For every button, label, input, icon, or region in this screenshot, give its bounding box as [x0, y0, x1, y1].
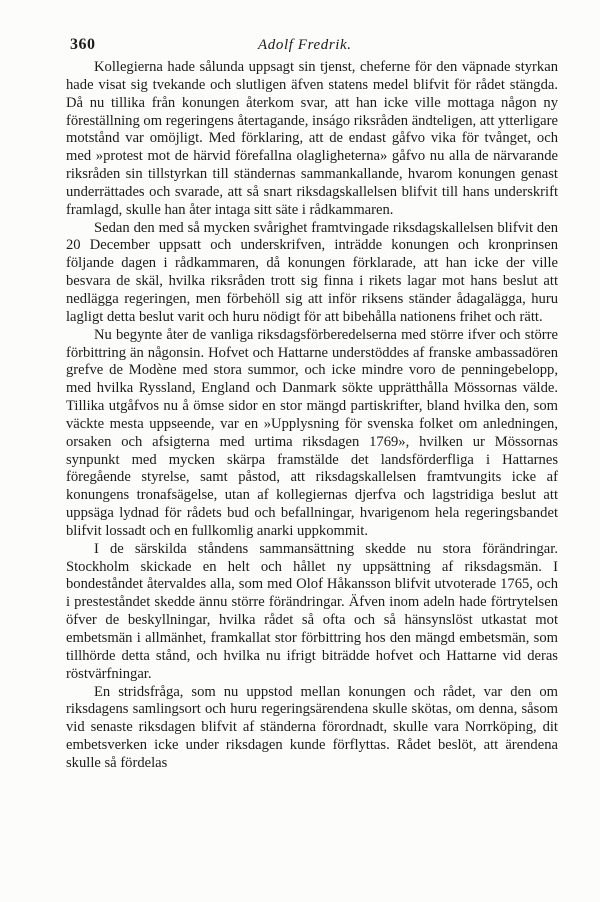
body-text	[66, 59, 558, 773]
paragraph-5: En stridsfråga, som nu uppstod mellan konungen och rådet, var den om riksdagens samlingsort och huru regeringsärendena skulle skötas, om denna, såsom vid senaste riksdagen blifvit af ständerna förordnadt, skulle vara Norrköping, dit embetsverken icke under riksdagen kunde förflyttas. Rådet beslöt, att ärendena skulle så fördelas	[66, 683, 558, 771]
paragraph-2: Sedan den med så mycken svårighet framtvingade riksdagskallelsen blifvit den 20 December uppsatt och underskrifven, inträdde konungen och kronprinsen följande dagen i rådkammaren, då konungen förklarade, att han icke der ville besvara de skäl, hvilka riksråden trott sig finna i rikets lagar mot hans beslut att nedlägga regeringen, men förbehöll sig att inför riksens ständer ådagalägga, huru lagligt detta beslut varit och huru nödigt för att bibehålla nationens frihet och rätt.	[66, 219, 558, 325]
paragraph-4: I de särskilda ståndens sammansättning skedde nu stora förändringar. Stockholm skickade en helt och hållet ny uppsättning af riksdagsmän. I bondeståndet återvaldes alla, som med Olof Håkansson blifvit utvoterade 1765, och i presteståndet skedde ännu större förändringar. Äfven inom adeln hade förtrytelsen öfver de beskyllningar, hvilka rådet så ofta och så hänsynslöst utkastat mot embetsmän i allmänhet, framkallat stor förbittring hos den mängd embetsmän, som tillhörde detta stånd, och hvilka nu ifrigt biträdde hofvet och Hattarne vid deras röstvärfningar.	[66, 540, 558, 682]
page-number: 360	[70, 36, 96, 53]
paragraph-3: Nu begynte åter de vanliga riksdagsförberedelserna med större ifver och större förbittring än någonsin. Hofvet och Hattarne understöddes af franske ambassadören grefve de Modène med stora summor, och icke mindre voro de penningebelopp, med hvilka Ryssland, England och Danmark sökte upprätthålla Mössornas välde. Tillika utgåfvos nu å ömse sidor en stor mängd partiskrifter, bland hvilka den, som väckte mesta uppseende, var en »Upplysning för svenska folket om anledningen, orsaken och afsigterna med urtima riksdagen 1769», hvilken ur Mössornas synpunkt med mycken skärpa framstälde det landsförderfliga i Hattarnes föregående styrelse, samt påstod, att riksdagskallelsen framtvungits icke af konungens tronafsägelse, utan af kollegiernas djerfva och lagstridiga beslut att uppsäga lydnad för rådets bud och befallningar, hvarigenom hela regeringsbandet blifvit lossadt och en fullkomlig anarki uppkommit.	[66, 326, 558, 539]
running-title: Adolf Fredrik.	[258, 37, 352, 53]
paragraph-1: Kollegierna hade sålunda uppsagt sin tjenst, cheferne för den väpnade styrkan hade visat sig tvekande och slutligen äfven statens medel blifvit för rådet stängda. Då nu tillika från konungen återkom svar, att han icke ville mottaga någon ny föreställning om regeringens återtagande, inságo riksråden ändteligen, att ytterligare motstånd var omöjligt. Med förklaring, att de endast gåfvo vika för tvånget, och med »protest mot de härvid förefallna olagligheterna» gåfvo nu alla de närvarande riksråden sin tillstyrkan till ständernas sammankallande, hvarom konungen genast underrättades och svarade, att så snart riksdagskallelsen blifvit till hans underskrift framlagd, skulle han åter intaga sitt säte i rådkammaren.	[66, 59, 558, 218]
running-head	[70, 36, 558, 56]
